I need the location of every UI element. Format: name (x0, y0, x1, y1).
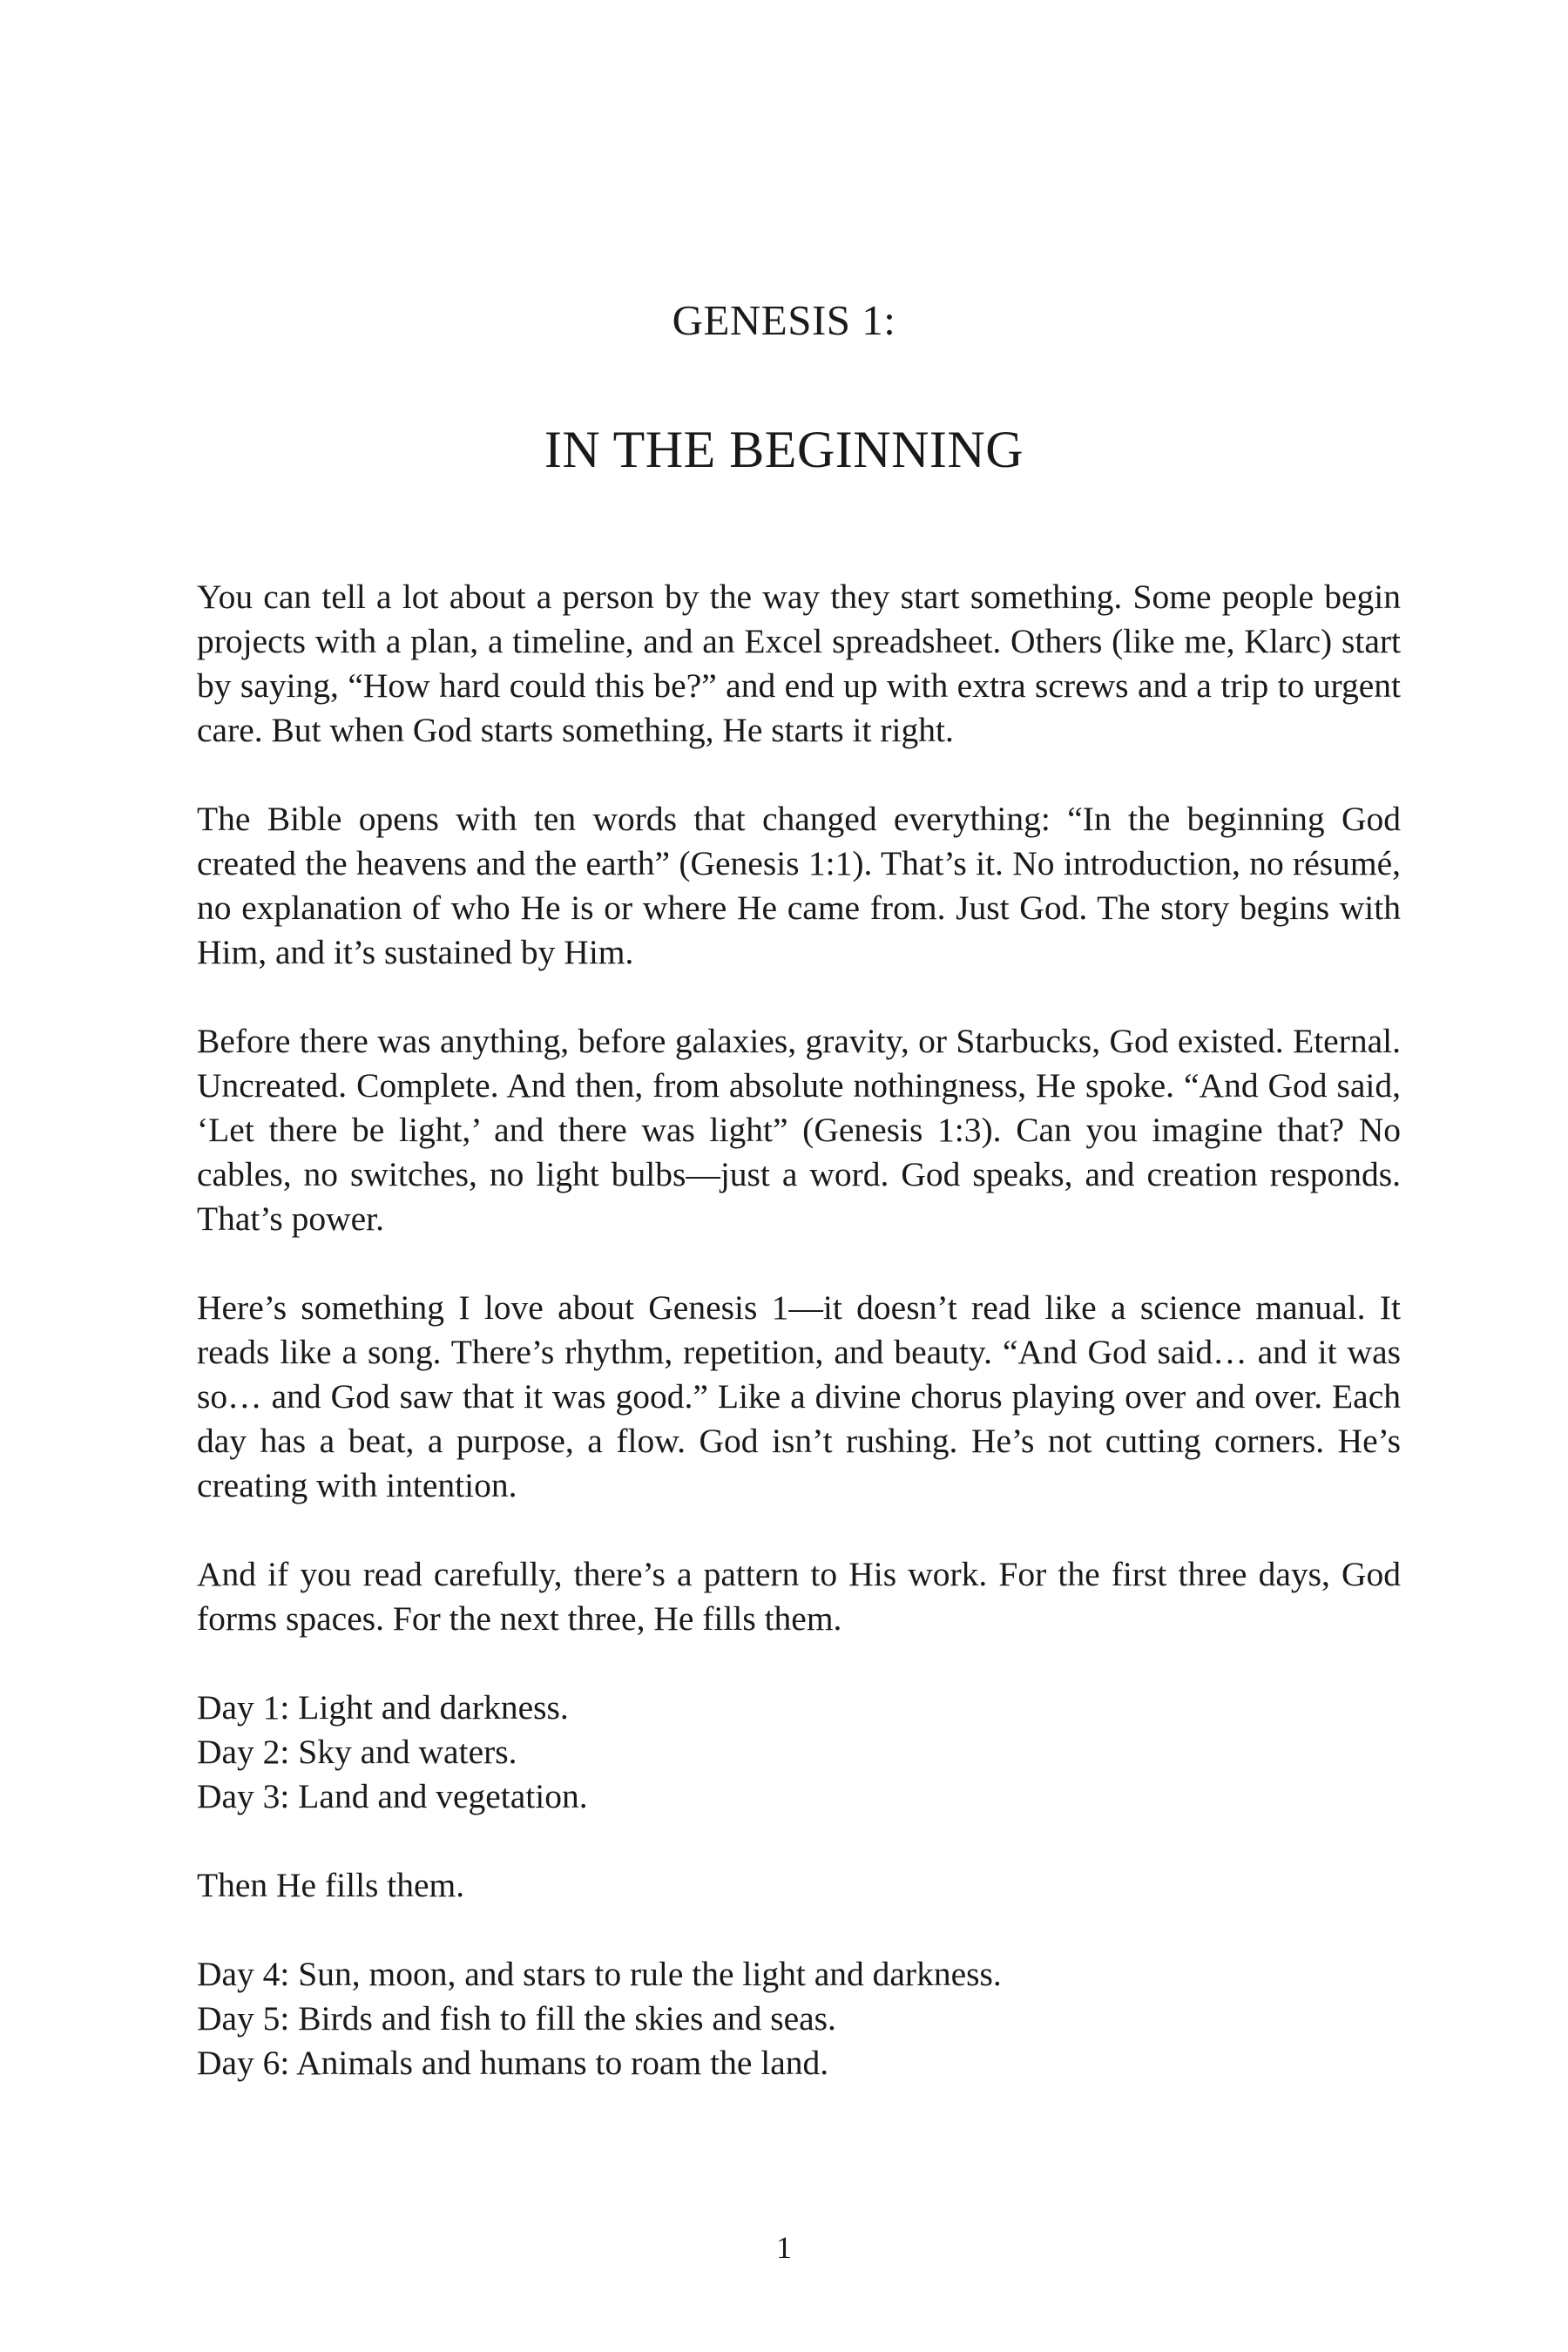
list-item: Day 2: Sky and waters. (197, 1733, 517, 1771)
paragraph-4: Here’s something I love about Genesis 1—it doesn’t read like a science manual. It reads like a song. There’s rhythm, repetition, and beauty. “And God said… and it was so… and God saw that it was good.” Like a divine chorus playing over and over. Each day has a beat, a purpose, a flow. God isn’t rushing. He’s not cutting corners. He’s creating with intention. (197, 1288, 1401, 1504)
list-item: Day 1: Light and darkness. (197, 1688, 569, 1727)
chapter-title: IN THE BEGINNING (544, 421, 1024, 478)
body-text (197, 575, 1401, 2130)
list-item: Day 4: Sun, moon, and stars to rule the light and darkness. (197, 1955, 1002, 1993)
filling-days-list (197, 1952, 1401, 2085)
paragraph-2: The Bible opens with ten words that changed everything: “In the beginning God created the heavens and the earth” (Genesis 1:1). That’s it. No introduction, no résumé, no explanation of who He is or where He came from. Just God. The story begins with Him, and it’s sustained by Him. (197, 800, 1401, 971)
list-item: Day 3: Land and vegetation. (197, 1777, 588, 1815)
transition-line: Then He fills them. (197, 1866, 465, 1904)
paragraph-5: And if you read carefully, there’s a pattern to His work. For the first three days, God forms spaces. For the next three, He fills them. (197, 1555, 1401, 1638)
forming-days-list (197, 1686, 1401, 1819)
list-item: Day 5: Birds and fish to fill the skies and seas. (197, 1999, 836, 2038)
page-number: 1 (776, 2230, 792, 2265)
list-item: Day 6: Animals and humans to roam the land. (197, 2044, 829, 2082)
paragraph-3: Before there was anything, before galaxies, gravity, or Starbucks, God existed. Eternal. Uncreated. Complete. And then, from absolute nothingness, He spoke. “And God said, ‘Let there be light,’ and there was light” (Genesis 1:3). Can you imagine that? No cables, no switches, no light bulbs—just a word. God speaks, and creation responds. That’s power. (197, 1022, 1401, 1238)
paragraph-1: You can tell a lot about a person by the way they start something. Some people begin projects with a plan, a timeline, and an Excel spreadsheet. Others (like me, Klarc) start by saying, “How hard could this be?” and end up with extra screws and a trip to urgent care. But when God starts something, He starts it right. (197, 578, 1401, 749)
chapter-label: GENESIS 1: (672, 296, 896, 344)
